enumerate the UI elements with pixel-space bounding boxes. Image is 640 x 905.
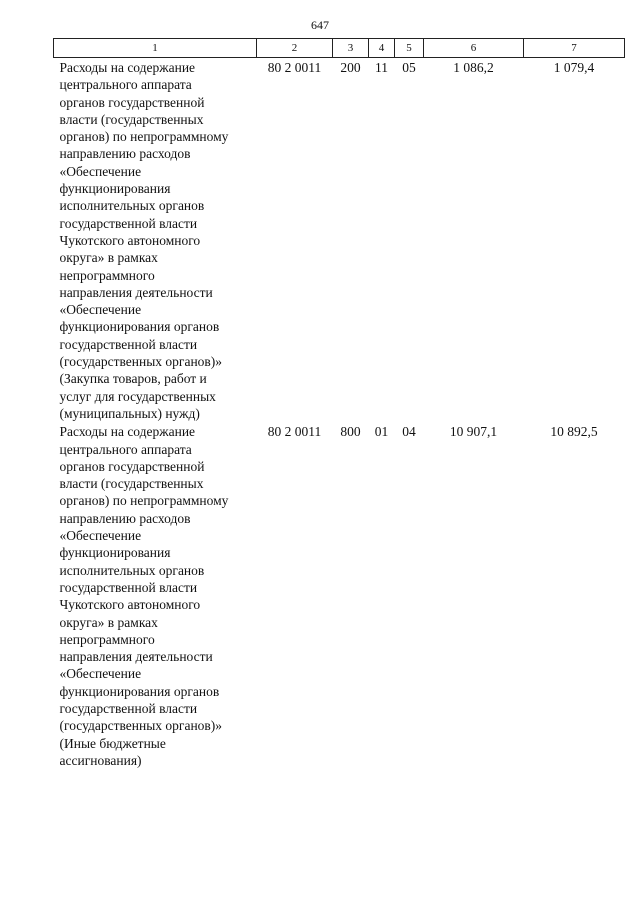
column-header: 2 <box>257 39 333 58</box>
page-number: 647 <box>311 18 329 32</box>
table-row <box>54 422 625 769</box>
column-header: 6 <box>424 39 524 58</box>
column-header: 4 <box>369 39 395 58</box>
subsection-code: 05 <box>402 60 416 75</box>
amount-planned: 1 086,2 <box>453 60 494 75</box>
table-row <box>54 58 625 423</box>
section-code: 01 <box>374 424 389 440</box>
budget-table <box>53 38 625 769</box>
table-header-row <box>54 39 625 58</box>
expense-type-code: 200 <box>340 60 361 75</box>
amount-executed: 1 079,4 <box>553 60 595 75</box>
expense-description: Расходы на содержание центрального аппарата органов государственной власти (государственных органов) по непрограммному направлению расходов «Обеспечение функционирования исполнительных органов государственной власти Чукотского автономного округа» в рамках непрограммного направления деятельности «Обеспечение функционирования органов государственной власти (государственных органов)» (Иные бюджетные ассигнования) <box>59 424 229 768</box>
expense-type-code: 800 <box>340 424 361 440</box>
column-header: 3 <box>333 39 369 58</box>
target-article-code: 80 2 0011 <box>267 424 322 440</box>
amount-planned: 10 907,1 <box>449 424 498 440</box>
section-code: 11 <box>375 60 388 75</box>
column-header: 5 <box>395 39 424 58</box>
target-article-code: 80 2 0011 <box>267 60 322 75</box>
amount-executed: 10 892,5 <box>550 424 598 440</box>
column-header: 7 <box>524 39 625 58</box>
subsection-code: 04 <box>402 424 416 440</box>
column-header: 1 <box>54 39 257 58</box>
expense-description: Расходы на содержание центрального аппарата органов государственной власти (государственных органов) по непрограммному направлению расходов «Обеспечение функционирования исполнительных органов государственной власти Чукотского автономного округа» в рамках непрограммного направления деятельности «Обеспечение функционирования органов государственной власти (государственных органов)» (Закупка товаров, работ и услуг для государственных (муниципальных) нужд) <box>59 60 229 421</box>
